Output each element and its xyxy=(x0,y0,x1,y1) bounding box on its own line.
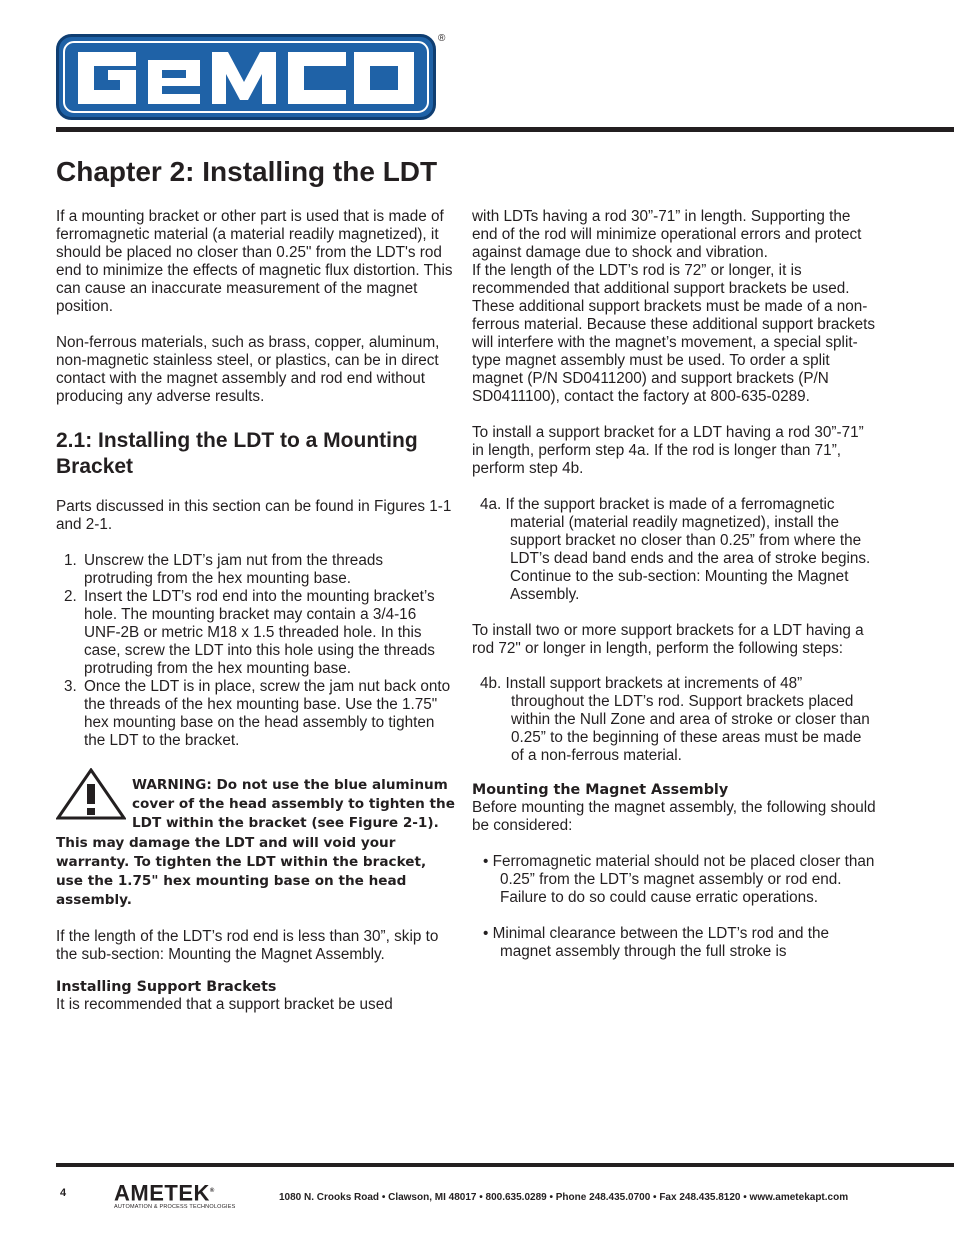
section-heading: 2.1: Installing the LDT to a Mounting Bracket xyxy=(56,429,418,478)
long-rod-paragraph: If the length of the LDT’s rod is 72” or longer, it is recommended that additional support brackets be used. These additional support brackets must be made of a non-ferrous material. Because these additional support brackets will interfere with the magnet’s movement, a special split-type magnet assembly must be used. To order a split magnet (P/N SD0411200) and support brackets (P/N SD0411100), contact the factory at 800-635-0289. xyxy=(472,262,876,405)
step-item: 1. Unscrew the LDT’s jam nut from the threads protruding from the hex mounting base. xyxy=(64,552,383,587)
left-column xyxy=(56,208,456,1014)
right-column xyxy=(472,208,878,961)
step-item: 2. Insert the LDT’s rod end into the mounting bracket’s hole. The mounting bracket may contain a 3/4-16 UNF-2B or metric M18 x 1.5 threaded hole. In this case, screw the LDT into this hole using the threads protruding from the hex mounting base. xyxy=(64,588,435,677)
warning-block xyxy=(56,776,456,910)
page-number: 4 xyxy=(60,1187,67,1199)
mounting-magnet-heading: Mounting the Magnet Assembly xyxy=(472,782,729,798)
ametek-tagline: AUTOMATION & PROCESS TECHNOLOGIES xyxy=(114,1204,236,1211)
mounting-magnet-paragraph: Before mounting the magnet assembly, the following should be considered: xyxy=(472,799,876,834)
skip-paragraph: If the length of the LDT’s rod end is less than 30”, skip to the sub-section: Mounting the Magnet Assembly. xyxy=(56,928,439,964)
gemco-logo xyxy=(56,34,436,120)
footer-address: 1080 N. Crooks Road • Clawson, MI 48017 • 800.635.0289 • Phone 248.435.0700 • Fax 248.435.8120 • www.ametekapt.com xyxy=(279,1192,849,1203)
step-4a: 4a. If the support bracket is made of a ferromagnetic material (material readily magnetized), install the support bracket no closer than 0.25” from where the LDT’s dead band ends and the area of stroke begins. Continue to the sub-section: Mounting the Magnet Assembly. xyxy=(480,496,871,603)
intro-paragraph: If a mounting bracket or other part is used that is made of ferromagnetic material (a material readily magnetized), it should be placed no closer than 0.25" from the LDT's rod end to minimize the effects of magnetic flux distortion. This can cause an inaccurate measurement of the magnet position. xyxy=(56,208,453,315)
warning-icon xyxy=(56,768,126,820)
step-item: 3. Once the LDT is in place, screw the jam nut back onto the threads of the hex mounting base. Use the 1.75" hex mounting base on the head assembly to tighten the LDT to the bracket. xyxy=(64,678,451,749)
bullet-item: • Ferromagnetic material should not be placed closer than 0.25” from the LDT’s magnet assembly or rod end. Failure to do so could cause erratic operations. xyxy=(483,853,875,906)
two-brackets-paragraph: To install two or more support brackets for a LDT having a rod 72" or longer in length, perform the following steps: xyxy=(472,622,864,657)
install-steps xyxy=(56,552,456,750)
warning-text: WARNING: Do not use the blue aluminum cover of the head assembly to tighten the LDT within the bracket (see Figure 2-1). This may damage the LDT and will void your warranty. To tighten the LDT within the bracket, use the 1.75" hex mounting base on the head assembly. xyxy=(56,777,455,909)
install-support-paragraph: To install a support bracket for a LDT having a rod 30”-71” in length, perform step 4a. If the rod is longer than 71”, perform step 4b. xyxy=(472,424,864,477)
support-brackets-heading: Installing Support Brackets xyxy=(56,979,277,996)
registered-mark: ® xyxy=(438,33,446,44)
step-4b: 4b. Install support brackets at increments of 48” throughout the LDT’s rod. Support brackets placed within the Null Zone and area of stroke or closer than 0.25” to the beginning of these areas must be made of a non-ferrous material. xyxy=(480,675,870,764)
parts-paragraph: Parts discussed in this section can be found in Figures 1-1 and 2-1. xyxy=(56,498,452,533)
header-rule xyxy=(56,127,954,132)
support-paragraph: with LDTs having a rod 30”-71” in length. Supporting the end of the rod will minimize operational errors and protect against damage due to shock and vibration. xyxy=(472,208,862,261)
support-brackets-paragraph: It is recommended that a support bracket be used xyxy=(56,996,393,1014)
non-ferrous-paragraph: Non-ferrous materials, such as brass, copper, aluminum, non-magnetic stainless steel, or plastics, can be in direct contact with the magnet assembly and rod end without producing any adverse results. xyxy=(56,334,440,405)
bullet-item: • Minimal clearance between the LDT’s rod and the magnet assembly through the full stroke is xyxy=(483,925,830,960)
footer-rule xyxy=(56,1163,954,1167)
ametek-logo: AMETEK® AUTOMATION & PROCESS TECHNOLOGIES xyxy=(114,1180,236,1211)
chapter-title: Chapter 2: Installing the LDT xyxy=(56,156,438,187)
